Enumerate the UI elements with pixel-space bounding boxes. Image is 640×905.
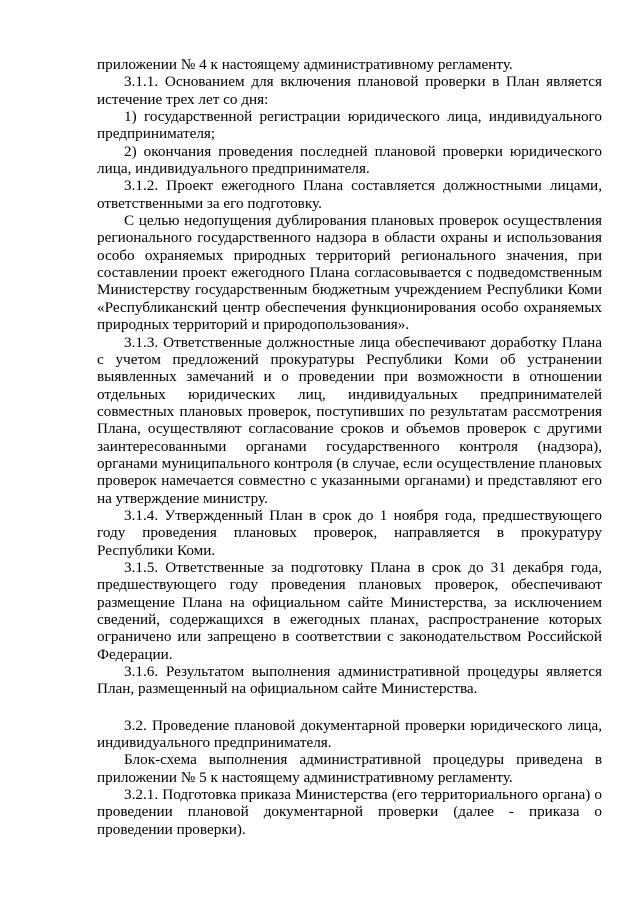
paragraph-continuation: приложении № 4 к настоящему административному регламенту. — [97, 56, 513, 73]
paragraph-3-1-1: 3.1.1. Основанием для включения плановой проверки в План является истечение трех лет со дня: — [97, 73, 602, 108]
paragraph-3-1-4: 3.1.4. Утвержденный План в срок до 1 ноября года, предшествующего году проведения плановых проверок, направляется в прокуратуру Республики Коми. — [97, 506, 602, 559]
list-item-2: 2) окончания проведения последней плановой проверки юридического лица, индивидуального предпринимателя. — [97, 142, 602, 178]
paragraph-3-1-6: 3.1.6. Результатом выполнения административной процедуры является План, размещенный на официальном сайте Министерства. — [97, 663, 602, 698]
paragraph-3-1-5: 3.1.5. Ответственные за подготовку Плана в срок до 31 декабря года, предшествующего году проведения плановых проверок, обеспечивают размещение Плана на официальном сайте Министерства, за исключением сведений, содержащихся в ежегодных планах, распространение которых ограничено или запрещено в соответствии с законодательством Российской Федерации. — [97, 558, 602, 663]
paragraph-duplication: С целью недопущения дублирования плановых проверок осуществления регионального государственного надзора в области охраны и использования особо охраняемых природных территорий регионального значения, при составлении проект ежегодного Плана согласовывается с подведомственным Министерству государственным бюджетным учреждением Республики Коми «Республиканский центр обеспечения функционирования особо охраняемых природных территорий и природопользования». — [97, 212, 602, 334]
paragraph-3-1-3: 3.1.3. Ответственные должностные лица обеспечивают доработку Плана с учетом предложений прокуратуры Республики Коми об устранении выявленных замечаний и о проведении при возможности в отношении отдельных юридических лиц, индивидуальных предпринимателей совместных плановых проверок, поступивших по результатам рассмотрения Плана, осуществляют согласование сроков и объемов проверок с другими заинтересованными органами государственного контроля (надзора), органами муниципального контроля (в случае, если осуществление плановых проверок намечается совместно с указанными органами) и представляют его на утверждение министру. — [97, 333, 602, 507]
list-item-1: 1) государственной регистрации юридического лица, индивидуального предпринимателя; — [97, 108, 602, 143]
section-3-2-heading: 3.2. Проведение плановой документарной проверки юридического лица, индивидуального предпринимателя. — [97, 716, 602, 752]
paragraph-3-1-2: 3.1.2. Проект ежегодного Плана составляется должностными лицами, ответственными за его подготовку. — [97, 177, 602, 212]
paragraph-block-scheme: Блок-схема выполнения административной процедуры приведена в приложении № 5 к настоящему административному регламенту. — [97, 751, 602, 786]
paragraph-3-2-1: 3.2.1. Подготовка приказа Министерства (его территориального органа) о проведении плановой документарной проверки (далее - приказа о проведении проверки). — [97, 786, 602, 838]
document-page — [97, 56, 602, 838]
